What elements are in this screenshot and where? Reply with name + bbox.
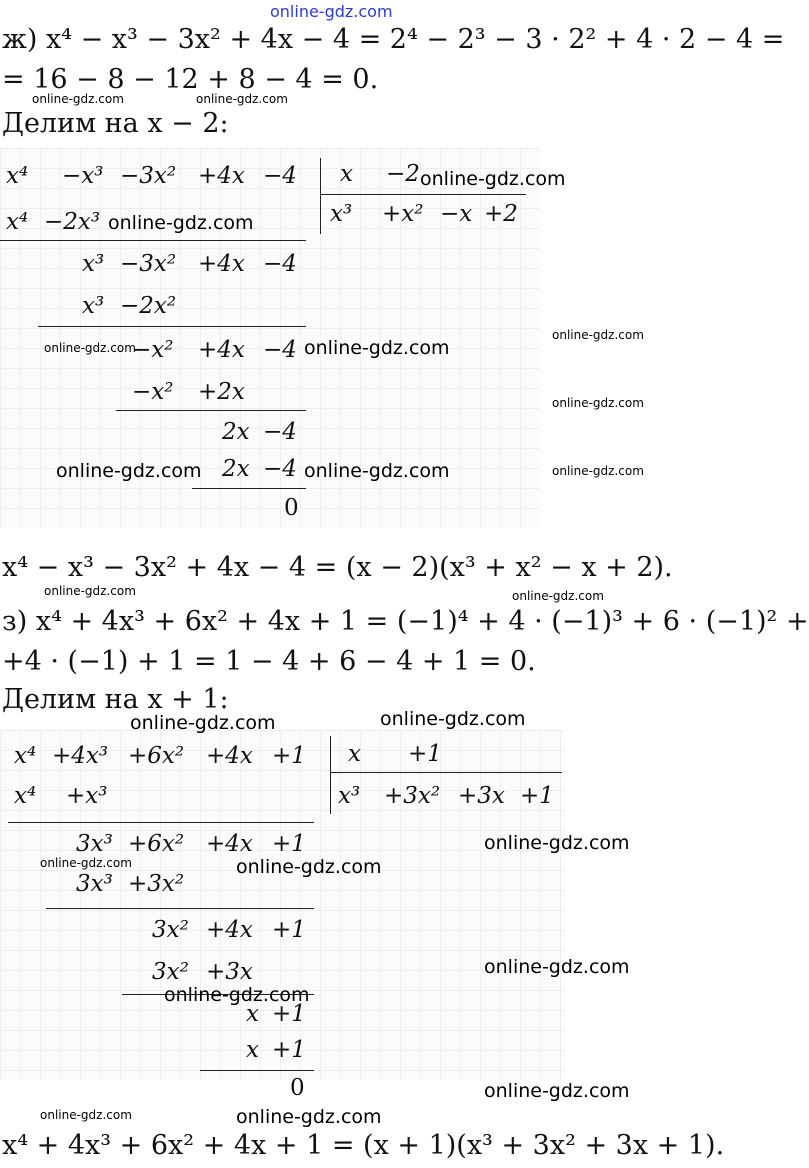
zh-check-line1: ж) x⁴ − x³ − 3x² + 4x − 4 = 2⁴ − 2³ − 3 · 2² + 4 · 2 − 4 =: [2, 24, 785, 55]
watermark: online-gdz.com: [304, 460, 450, 482]
z-row6-term: +1: [272, 1001, 306, 1027]
watermark: online-gdz.com: [420, 168, 566, 190]
zh-quotient-term: −x: [440, 201, 473, 227]
watermark: online-gdz.com: [552, 464, 644, 478]
zh-divisor-bar: [320, 158, 321, 234]
watermark: online-gdz.com: [164, 984, 310, 1006]
z-dividend-term: +6x²: [128, 743, 185, 769]
zh-row6-term: 2x: [222, 419, 250, 445]
z-divisor-underline: [330, 772, 562, 773]
zh-divide-label: Делим на x − 2:: [2, 108, 229, 139]
zh-quotient-term: x³: [330, 201, 353, 227]
zh-row3-term: x³: [82, 293, 105, 319]
z-row2-term: +4x: [206, 831, 253, 857]
zh-quotient-term: +x²: [382, 201, 424, 227]
z-row7-term: +1: [272, 1037, 306, 1063]
watermark: online-gdz.com: [304, 337, 450, 359]
watermark: online-gdz.com: [108, 212, 254, 234]
z-row4-term: +1: [272, 917, 306, 943]
zh-row2-term: x³: [82, 251, 105, 277]
z-subtract-line: [8, 822, 314, 823]
zh-row5-term: +2x: [198, 379, 245, 405]
zh-dividend-term: −x³: [62, 163, 104, 189]
z-row1-term: +x³: [66, 783, 108, 809]
z-dividend-term: x⁴: [14, 743, 37, 769]
z-check-line1: з) x⁴ + 4x³ + 6x² + 4x + 1 = (−1)⁴ + 4 · (−1)³ + 6 · (−1)² +: [2, 606, 809, 637]
z-subtract-line: [46, 908, 314, 909]
z-row2-term: 3x³: [76, 831, 113, 857]
watermark: online-gdz.com: [196, 92, 288, 106]
z-row1-term: x⁴: [14, 783, 37, 809]
zh-row4-term: −x²: [132, 337, 174, 363]
watermark: online-gdz.com: [552, 396, 644, 410]
zh-row2-term: +4x: [198, 251, 245, 277]
z-row2-term: +1: [272, 831, 306, 857]
zh-row2-term: −3x²: [120, 251, 177, 277]
zh-row1-term: x⁴: [6, 209, 29, 235]
watermark: online-gdz.com: [512, 589, 604, 603]
zh-row7-term: −4: [263, 456, 297, 482]
zh-divisor-underline: [320, 194, 526, 195]
watermark: online-gdz.com: [552, 328, 644, 342]
zh-quotient-term: +2: [484, 201, 518, 227]
zh-row4-term: −4: [263, 337, 297, 363]
zh-dividend-term: +4x: [198, 163, 245, 189]
watermark: online-gdz.com: [44, 584, 136, 598]
z-quotient-term: +3x: [458, 783, 505, 809]
watermark: online-gdz.com: [32, 92, 124, 106]
z-remainder: 0: [290, 1075, 305, 1101]
z-check-line2: +4 · (−1) + 1 = 1 − 4 + 6 − 4 + 1 = 0.: [2, 646, 536, 677]
z-divisor-term: x: [348, 741, 361, 767]
zh-row5-term: −x²: [132, 379, 174, 405]
zh-subtract-line: [0, 240, 306, 241]
z-quotient-term: +1: [520, 783, 554, 809]
watermark: online-gdz.com: [40, 856, 132, 870]
z-divide-label: Делим на x + 1:: [2, 684, 229, 715]
zh-row3-term: −2x²: [120, 293, 177, 319]
z-dividend-term: +1: [272, 743, 306, 769]
watermark: online-gdz.com: [44, 341, 136, 355]
z-divisor-term: +1: [408, 741, 442, 767]
z-row4-term: +4x: [206, 917, 253, 943]
zh-dividend-term: x⁴: [6, 163, 29, 189]
watermark: online-gdz.com: [40, 1108, 132, 1122]
z-row7-term: x: [246, 1037, 259, 1063]
watermark: online-gdz.com: [484, 1080, 630, 1102]
zh-row2-term: −4: [263, 251, 297, 277]
zh-subtract-line: [38, 326, 306, 327]
zh-row1-term: −2x³: [44, 209, 101, 235]
z-divisor-bar: [330, 736, 331, 814]
zh-dividend-term: −4: [263, 163, 297, 189]
watermark: online-gdz.com: [130, 712, 276, 734]
zh-check-line2: = 16 − 8 − 12 + 8 − 4 = 0.: [2, 64, 379, 95]
watermark: online-gdz.com: [484, 832, 630, 854]
z-dividend-term: +4x: [206, 743, 253, 769]
z-row3-term: +3x²: [128, 871, 185, 897]
zh-divisor-term: x: [340, 161, 353, 187]
header-watermark: online-gdz.com: [270, 2, 393, 21]
zh-dividend-term: −3x²: [120, 163, 177, 189]
zh-subtract-line: [192, 488, 306, 489]
zh-divisor-term: −2: [386, 161, 420, 187]
zh-remainder: 0: [284, 495, 299, 521]
zh-row6-term: −4: [263, 419, 297, 445]
z-row4-term: 3x²: [152, 917, 189, 943]
z-quotient-term: +3x²: [384, 783, 441, 809]
z-row5-term: 3x²: [152, 959, 189, 985]
watermark: online-gdz.com: [236, 856, 382, 878]
zh-row7-term: 2x: [222, 456, 250, 482]
z-quotient-term: x³: [338, 783, 361, 809]
zh-result: x⁴ − x³ − 3x² + 4x − 4 = (x − 2)(x³ + x² − x + 2).: [2, 552, 673, 583]
zh-subtract-line: [116, 410, 306, 411]
z-row5-term: +3x: [206, 959, 253, 985]
z-subtract-line: [200, 1070, 314, 1071]
z-row6-term: x: [246, 1001, 259, 1027]
z-dividend-term: +4x³: [52, 743, 109, 769]
watermark: online-gdz.com: [56, 460, 202, 482]
z-result: x⁴ + 4x³ + 6x² + 4x + 1 = (x + 1)(x³ + 3x² + 3x + 1).: [2, 1130, 725, 1161]
watermark: online-gdz.com: [380, 708, 526, 730]
zh-row4-term: +4x: [198, 337, 245, 363]
watermark: online-gdz.com: [484, 956, 630, 978]
z-row2-term: +6x²: [128, 831, 185, 857]
watermark: online-gdz.com: [236, 1106, 382, 1128]
z-row3-term: 3x³: [76, 871, 113, 897]
